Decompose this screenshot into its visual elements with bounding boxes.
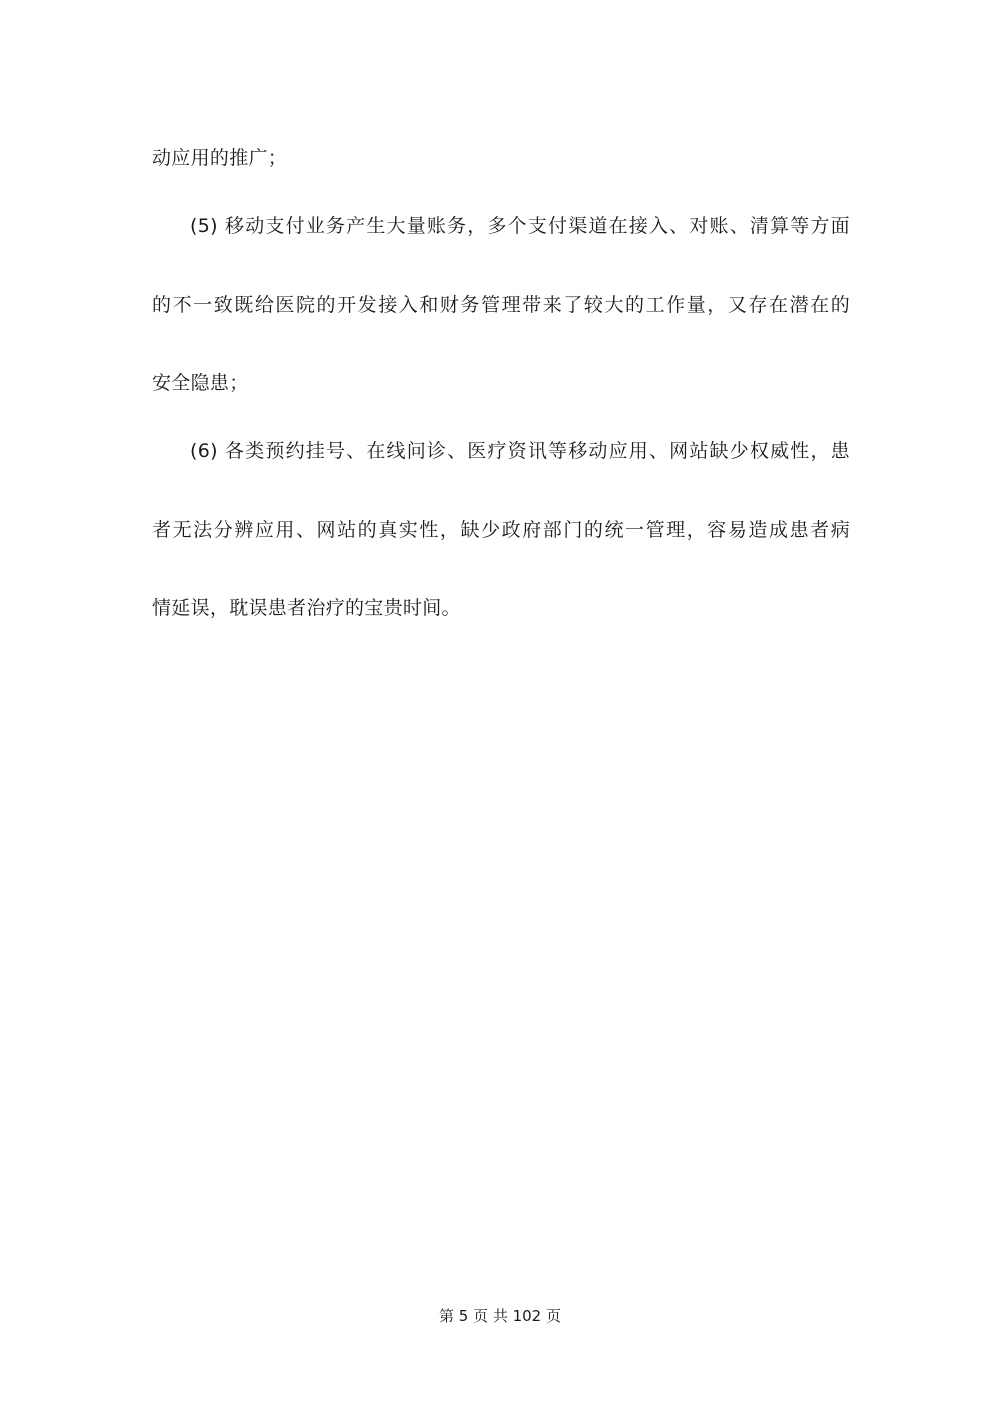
- paragraph-line: (6) 各类预约挂号、在线问诊、医疗资讯等移动应用、网站缺少权威性，患: [190, 440, 850, 462]
- paragraph-line: 者无法分辨应用、网站的真实性，缺少政府部门的统一管理，容易造成患者病: [152, 519, 850, 541]
- paragraph-line: (5) 移动支付业务产生大量账务，多个支付渠道在接入、对账、清算等方面: [190, 215, 850, 237]
- paragraph-line: 安全隐患；: [152, 372, 249, 394]
- paragraph-line: 动应用的推广；: [152, 147, 288, 169]
- paragraph-line: 的不一致既给医院的开发接入和财务管理带来了较大的工作量，又存在潜在的: [152, 294, 850, 316]
- paragraph-line: 情延误，耽误患者治疗的宝贵时间。: [152, 597, 461, 619]
- page-number-footer: 第 5 页 共 102 页: [438, 1307, 561, 1325]
